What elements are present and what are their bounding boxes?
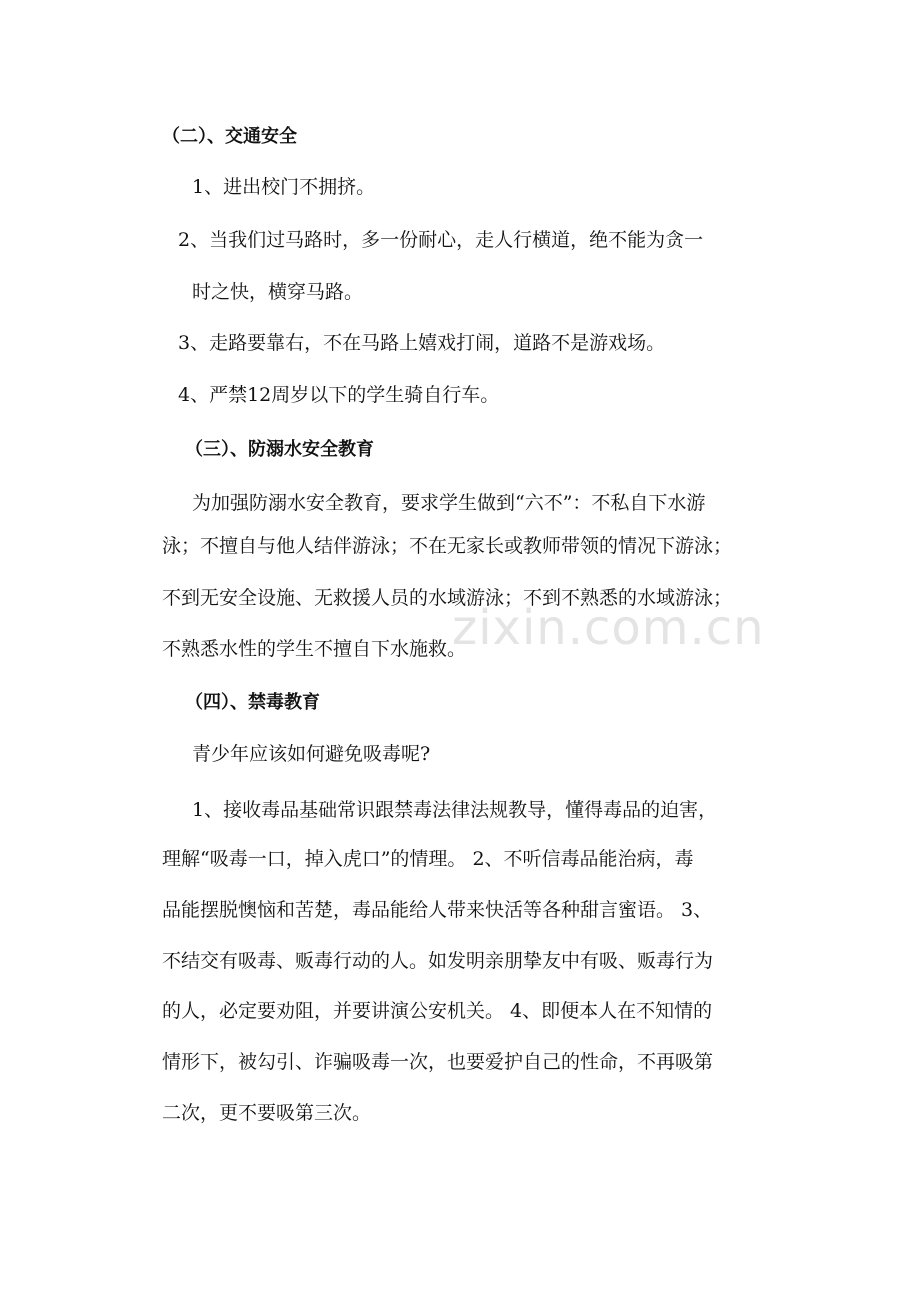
watermark: zixin.com.cn [452,600,765,656]
drugs-question: 青少年应该如何避免吸毒呢? [192,743,431,765]
drowning-line-2: 泳；不擅自与他人结伴游泳；不在无家长或教师带领的情况下游泳； [162,535,733,557]
drugs-line-4: 不结交有吸毒、贩毒行动的人。如发明亲朋挚友中有吸、贩毒行为 [162,950,714,972]
section-heading-drowning: （三）、防溺水安全教育 [185,439,374,460]
drowning-line-4: 不熟悉水性的学生不擅自下水施救。 [162,638,467,660]
traffic-item-2-line-1: 2、当我们过马路时，多一份耐心，走人行横道，绝不能为贪一 [178,229,704,251]
section-heading-traffic: （二）、交通安全 [162,126,297,147]
drugs-line-1: 1、接收毒品基础常识跟禁毒法律法规教导，懂得毒品的迫害， [192,799,718,821]
traffic-item-1: 1、进出校门不拥挤。 [192,176,376,198]
traffic-item-3: 3、走路要靠右，不在马路上嬉戏打闹，道路不是游戏场。 [178,332,666,354]
section-heading-drugs: （四）、禁毒教育 [185,692,320,713]
drugs-line-7: 二次，更不要吸第三次。 [162,1102,372,1124]
traffic-item-2-line-2: 时之快，横穿马路。 [192,281,364,303]
drugs-line-3: 品能摆脱懊恼和苦楚，毒品能给人带来快活等各种甜言蜜语。 3、 [162,899,713,921]
drugs-line-2: 理解“吸毒一口，掉入虎口”的情理。 2、不听信毒品能治病，毒 [162,848,694,870]
traffic-item-4: 4、严禁12周岁以下的学生骑自行车。 [178,384,500,406]
drugs-line-5: 的人，必定要劝阻，并要讲演公安机关。 4、即便本人在不知情的 [162,1000,713,1022]
drugs-line-6: 情形下，被勾引、诈骗吸毒一次，也要爱护自己的性命，不再吸第 [162,1051,714,1073]
drowning-line-1: 为加强防溺水安全教育，要求学生做到“六不”：不私自下水游 [192,492,706,514]
drowning-line-3: 不到无安全设施、无救援人员的水域游泳；不到不熟悉的水域游泳； [162,587,733,609]
